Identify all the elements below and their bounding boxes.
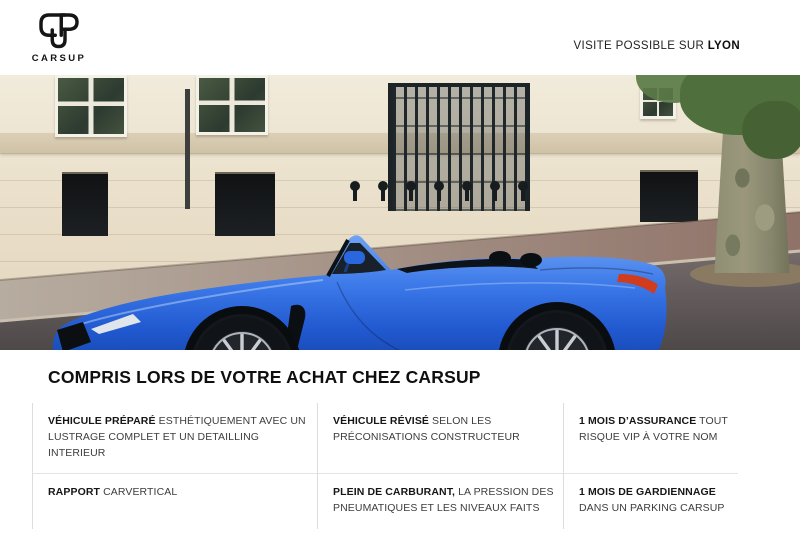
visit-note-prefix: VISITE POSSIBLE SUR: [573, 40, 705, 52]
tree-foliage: [742, 101, 800, 159]
benefit-text: ESTHÉTIQUEMENT AVEC UN LUSTRAGE COMPLET ET UN DETAILLING INTERIEUR: [48, 415, 306, 459]
benefit-bold: PLEIN DE CARBURANT,: [333, 486, 456, 499]
visit-note: [574, 40, 740, 52]
logo-monogram-icon: [35, 8, 83, 52]
benefit-insurance: [563, 403, 738, 474]
benefits-grid: [32, 403, 738, 529]
benefit-full-tank: [317, 474, 563, 529]
benefit-vehicle-prepared: [32, 403, 317, 474]
benefit-bold: VÉHICULE PRÉPARÉ: [48, 415, 156, 427]
benefit-bold: 1 MOIS D’ASSURANCE: [579, 415, 697, 427]
headrest: [489, 251, 511, 265]
benefit-text: DANS UN PARKING CARSUP: [579, 502, 725, 514]
section-title: COMPRIS LORS DE VOTRE ACHAT CHEZ CARSUP: [48, 367, 481, 387]
header: [0, 0, 800, 75]
benefit-text: SELON LES PRÉCONISATIONS CONSTRUCTEUR: [333, 415, 520, 443]
headrest: [520, 253, 542, 267]
logo-wordmark: CARSUP: [31, 53, 87, 64]
benefit-bold: VÉHICULE RÉVISÉ: [333, 415, 430, 427]
benefit-text: LA PRESSION DES PNEUMATIQUES ET LES NIVEAUX FAITS: [333, 486, 554, 514]
hero-photo: [0, 75, 800, 350]
side-mirror: [344, 251, 365, 264]
benefit-text: TOUT RISQUE VIP À VOTRE NOM: [579, 415, 728, 443]
benefit-bold: 1 MOIS DE GARDIENNAGE: [579, 486, 716, 499]
carsup-logo[interactable]: [26, 8, 92, 64]
benefit-vehicle-serviced: [317, 403, 563, 474]
benefit-text: CARVERTICAL: [100, 486, 178, 499]
benefit-carvertical-report: [32, 474, 317, 529]
car-illustration: [45, 230, 690, 350]
benefit-bold: RAPPORT: [48, 486, 101, 499]
benefit-parking: [563, 474, 738, 529]
visit-note-city: LYON: [707, 40, 740, 52]
